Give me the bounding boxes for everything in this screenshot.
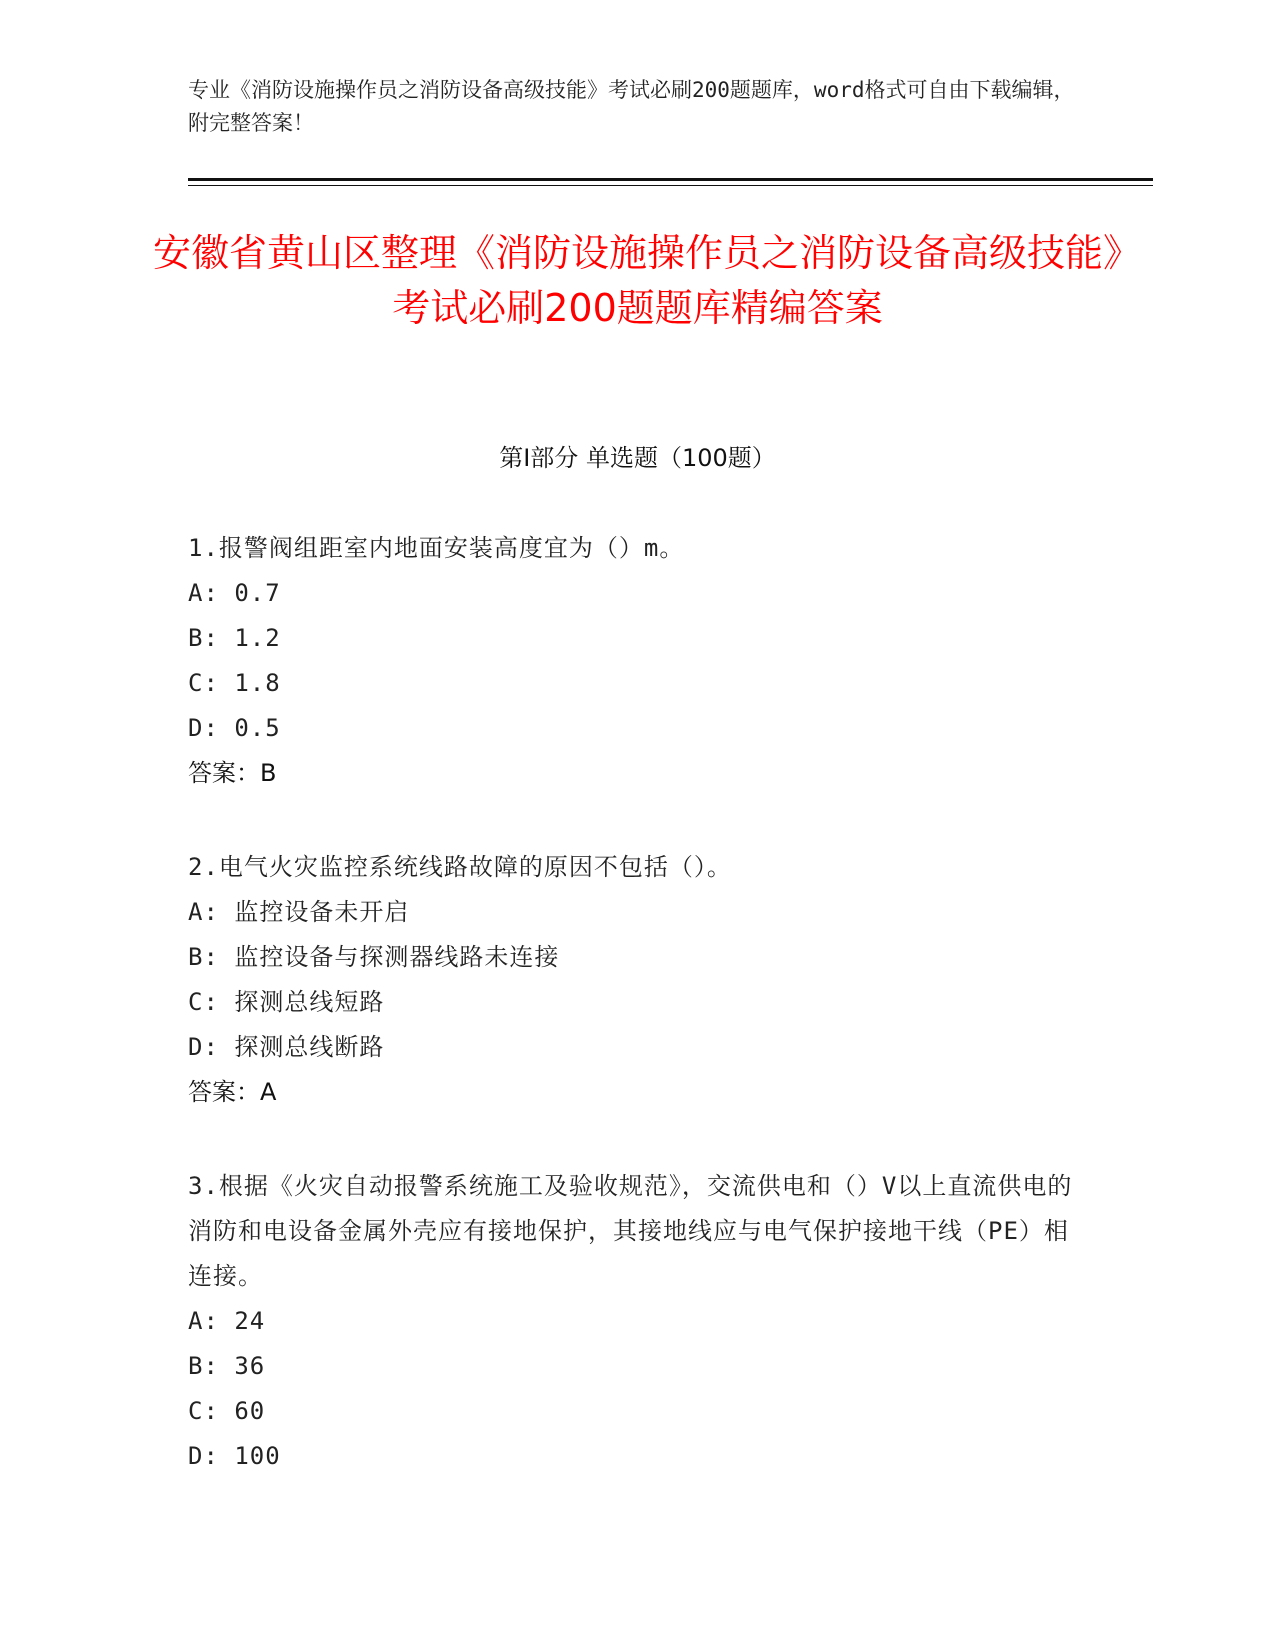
document-title: 安徽省黄山区整理《消防设施操作员之消防设备高级技能》考试必刷200题题库精编答案 xyxy=(152,231,1122,330)
answer-line: 答案：B xyxy=(188,759,277,787)
option-d: D: 0.5 xyxy=(188,714,281,742)
header-rule-thick xyxy=(188,178,1153,181)
question-2 xyxy=(188,845,1088,1115)
section-heading: 第I部分 单选题（100题） xyxy=(499,444,776,472)
header-note: 专业《消防设施操作员之消防设备高级技能》考试必刷200题题库，word格式可自由下载编辑，附完整答案！ xyxy=(188,78,1075,135)
question-stem: 2.电气火灾监控系统线路故障的原因不包括（）。 xyxy=(188,853,732,881)
option-a: A: 0.7 xyxy=(188,579,281,607)
header-rule-thin xyxy=(188,185,1153,186)
option-c: C: 60 xyxy=(188,1397,266,1425)
option-c: C: 1.8 xyxy=(188,669,281,697)
answer-line: 答案：A xyxy=(188,1078,277,1106)
option-a: A: 监控设备未开启 xyxy=(188,898,410,926)
question-stem: 3.根据《火灾自动报警系统施工及验收规范》，交流供电和（）V以上直流供电的消防和电设备金属外壳应有接地保护，其接地线应与电气保护接地干线（PE）相连接。 xyxy=(188,1172,1073,1290)
question-stem: 1.报警阀组距室内地面安装高度宜为（）m。 xyxy=(188,534,685,562)
option-d: D: 探测总线断路 xyxy=(188,1033,385,1061)
question-1 xyxy=(188,526,1088,796)
option-d: D: 100 xyxy=(188,1442,281,1470)
option-b: B: 监控设备与探测器线路未连接 xyxy=(188,943,560,971)
question-3 xyxy=(188,1164,1088,1479)
option-c: C: 探测总线短路 xyxy=(188,988,385,1016)
option-a: A: 24 xyxy=(188,1307,266,1335)
option-b: B: 1.2 xyxy=(188,624,281,652)
option-b: B: 36 xyxy=(188,1352,266,1380)
